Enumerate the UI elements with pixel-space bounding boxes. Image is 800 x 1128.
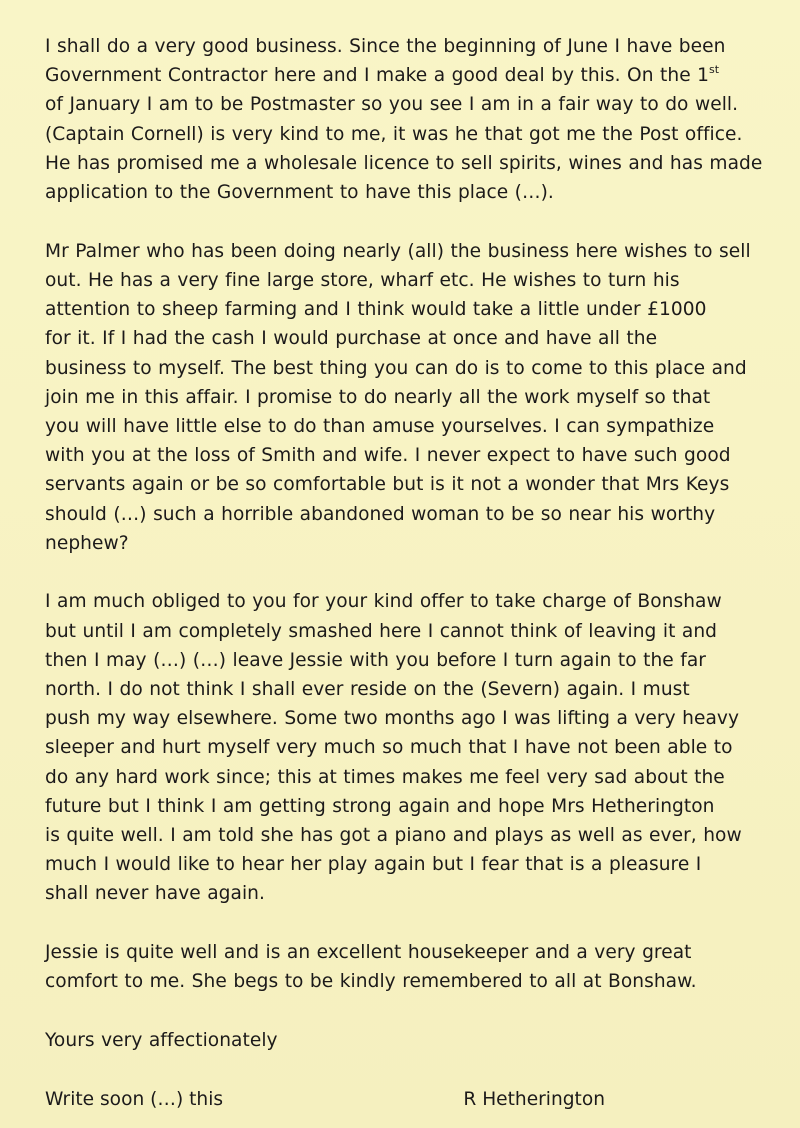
paragraph-spacer <box>45 1055 770 1085</box>
paragraph-spacer <box>45 207 770 237</box>
text-line: you will have little else to do than amuse yourselves. I can sympathize <box>45 415 715 437</box>
text-line: with you at the loss of Smith and wife. I never expect to have such good <box>45 445 731 467</box>
paragraph-spacer <box>45 558 770 588</box>
text-line: do any hard work since; this at times makes me feel very sad about the <box>45 766 725 788</box>
text-line: should (…) such a horrible abandoned woman to be so near his worthy <box>45 503 716 525</box>
text-line: for it. If I had the cash I would purchase at once and have all the <box>45 328 658 350</box>
text-line: north. I do not think I shall ever reside on the (Severn) again. I must <box>45 679 690 701</box>
paragraph-3 <box>45 587 770 908</box>
text-line: nephew? <box>45 532 129 554</box>
postscript: Write soon (…) this <box>45 1088 224 1110</box>
text-segment: Government Contractor here and I make a good deal by this. On the 1 <box>45 65 710 87</box>
text-line: comfort to me. She begs to be kindly remembered to all at Bonshaw. <box>45 971 697 993</box>
text-line: but until I am completely smashed here I cannot think of leaving it and <box>45 620 718 642</box>
closing-line: Yours very affectionately <box>45 1030 278 1052</box>
text-line: (Captain Cornell) is very kind to me, it was he that got me the Post office. <box>45 123 743 145</box>
text-line: push my way elsewhere. Some two months ago I was lifting a very heavy <box>45 708 740 730</box>
text-line: I am much obliged to you for your kind offer to take charge of Bonshaw <box>45 591 722 613</box>
text-line: of January I am to be Postmaster so you see I am in a fair way to do well. <box>45 94 739 116</box>
signature-row <box>45 1085 605 1114</box>
paragraph-4 <box>45 938 770 996</box>
text-line: attention to sheep farming and I think would take a little under £1000 <box>45 299 707 321</box>
text-line: I shall do a very good business. Since the beginning of June I have been <box>45 36 726 57</box>
text-line: much I would like to hear her play again but I fear that is a pleasure I <box>45 854 702 876</box>
paragraph-1 <box>45 32 770 207</box>
text-line: future but I think I am getting strong again and hope Mrs Hetherington <box>45 795 715 817</box>
paragraph-2 <box>45 237 770 558</box>
text-line <box>45 61 770 90</box>
text-line: Mr Palmer who has been doing nearly (all) the business here wishes to sell <box>45 240 751 262</box>
text-line: is quite well. I am told she has got a piano and plays as well as ever, how <box>45 825 742 847</box>
text-line: He has promised me a wholesale licence to sell spirits, wines and has made <box>45 152 763 174</box>
text-line: sleeper and hurt myself very much so much that I have not been able to <box>45 737 733 759</box>
text-line: Jessie is quite well and is an excellent housekeeper and a very great <box>45 942 692 964</box>
text-line: then I may (…) (…) leave Jessie with you before I turn again to the far <box>45 649 706 671</box>
text-line: application to the Government to have this place (…). <box>45 182 554 204</box>
text-line: business to myself. The best thing you can do is to come to this place and <box>45 357 747 379</box>
paragraph-spacer <box>45 997 770 1027</box>
text-line: out. He has a very fine large store, wharf etc. He wishes to turn his <box>45 269 680 291</box>
text-line: shall never have again. <box>45 883 265 905</box>
text-line: servants again or be so comfortable but is it not a wonder that Mrs Keys <box>45 474 730 496</box>
signature: R Hetherington <box>463 1088 605 1110</box>
text-line: join me in this affair. I promise to do nearly all the work myself so that <box>45 386 711 408</box>
ordinal-superscript: st <box>709 63 720 77</box>
paragraph-spacer <box>45 909 770 939</box>
